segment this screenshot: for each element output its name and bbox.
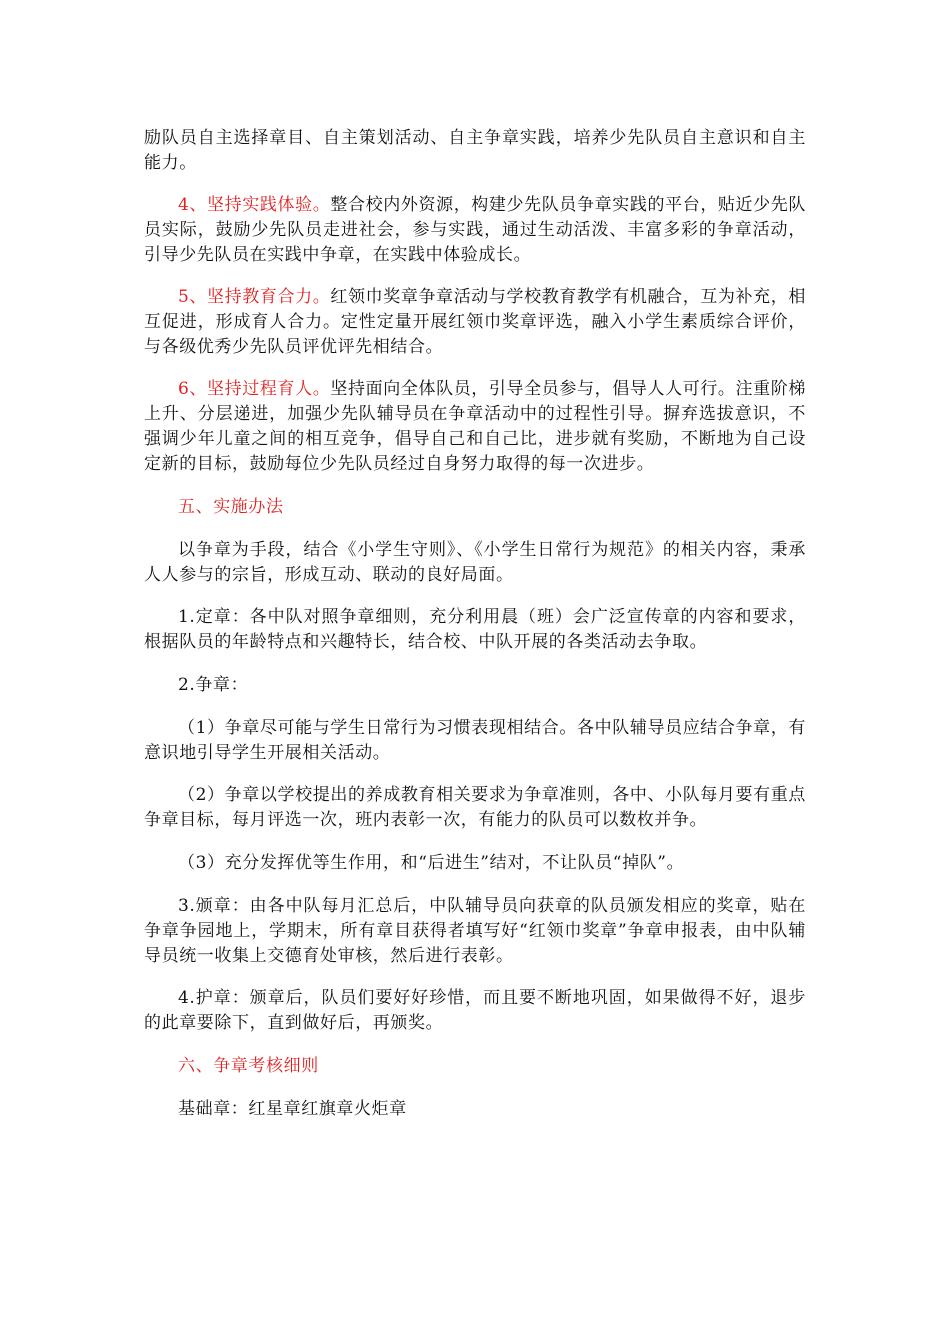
paragraph-text: （2）争章以学校提出的养成教育相关要求为争章准则，各中、小队每月要有重点争章目标，每月评选一次，班内表彰一次，有能力的队员可以数枚并争。: [144, 785, 806, 830]
section-heading-6: 六、争章考核细则: [178, 1056, 319, 1076]
paragraph-earn-badge: [144, 673, 806, 698]
paragraph-text: 坚持面向全体队员，引导全员参与，倡导人人可行。注重阶梯上升、分层递进，加强少先队辅导员在争章活动中的过程性引导。摒弃选拔意识，不强调少年儿童之间的相互竞争，倡导自己和自己比，进步就有奖励，不断地为自己设定新的目标，鼓励每位少先队员经过自身努力取得的每一次进步。: [144, 379, 807, 474]
paragraph-text: （1）争章尽可能与学生日常行为习惯表现相结合。各中队辅导员应结合争章，有意识地引导学生开展相关活动。: [144, 718, 806, 763]
paragraph-text: 2.争章：: [178, 675, 249, 695]
principle-lead: 6、坚持过程育人。: [178, 379, 331, 399]
paragraph-text: 以争章为手段，结合《小学生守则》、《小学生日常行为规范》的相关内容，秉承人人参与的宗旨，形成互动、联动的良好局面。: [144, 540, 806, 585]
section-heading-5: 五、实施办法: [178, 497, 284, 517]
document-body: [144, 126, 806, 1122]
paragraph-basic-badges: [144, 1097, 806, 1122]
paragraph-text: 3.颁章：由各中队每月汇总后，中队辅导员向获章的队员颁发相应的奖章，贴在争章争园地上，学期末，所有章目获得者填写好“红领巾奖章”争章申报表，由中队辅导员统一收集上交德育处审核，然后进行表彰。: [144, 896, 806, 966]
principle-lead: 4、坚持实践体验。: [178, 195, 331, 215]
principle-4: [144, 193, 806, 268]
principle-5: [144, 285, 806, 360]
paragraph-protect-badge: [144, 986, 806, 1036]
paragraph-text: 基础章：红星章红旗章火炬章: [178, 1099, 407, 1119]
paragraph-text: 红领巾奖章争章活动与学校教育教学有机融合，互为补充，相互促进，形成育人合力。定性定量开展红领巾奖章评选，融入小学生素质综合评价，与各级优秀少先队员评优评先相结合。: [144, 287, 807, 357]
paragraph-award-badge: [144, 894, 806, 969]
principle-6: [144, 377, 806, 477]
paragraph-text: 整合校内外资源，构建少先队员争章实践的平台，贴近少先队员实际，鼓励少先队员走进社会，参与实践，通过生动活泼、丰富多彩的争章活动，引导少先队员在实践中争章，在实践中体验成长。: [144, 195, 807, 265]
paragraph-intro: [144, 538, 806, 588]
paragraph-earn-3: [144, 851, 806, 876]
paragraph-text: 励队员自主选择章目、自主策划活动、自主争章实践，培养少先队员自主意识和自主能力。: [144, 128, 806, 173]
paragraph-continuation: [144, 126, 806, 176]
paragraph-text: 4.护章：颁章后，队员们要好好珍惜，而且要不断地巩固，如果做得不好，退步的此章要除下，直到做好后，再颁奖。: [144, 988, 806, 1033]
paragraph-text: （3）充分发挥优等生作用，和“后进生”结对，不让队员“掉队”。: [178, 853, 685, 873]
principle-lead: 5、坚持教育合力。: [178, 287, 331, 307]
paragraph-earn-1: [144, 716, 806, 766]
paragraph-define-badge: [144, 605, 806, 655]
paragraph-earn-2: [144, 783, 806, 833]
paragraph-text: 1.定章：各中队对照争章细则，充分利用晨（班）会广泛宣传章的内容和要求，根据队员的年龄特点和兴趣特长，结合校、中队开展的各类活动去争取。: [144, 607, 806, 652]
